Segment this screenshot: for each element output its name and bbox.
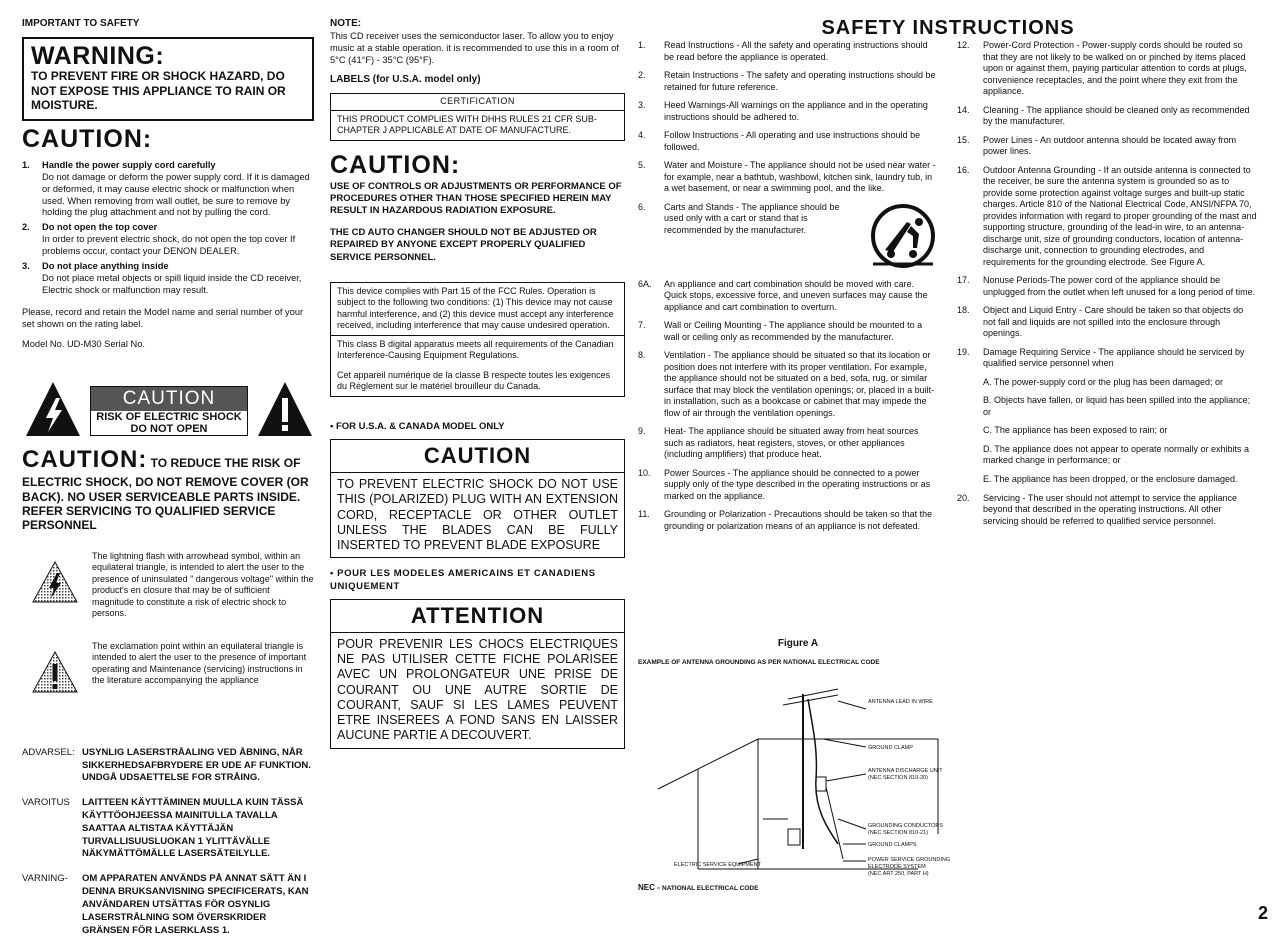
shock-panel-line1: RISK OF ELECTRIC SHOCK <box>96 411 242 424</box>
reduce-risk-caution-word: CAUTION: <box>22 446 148 474</box>
nec-abbr: NEC - <box>638 883 660 892</box>
shock-panel-title: CAUTION <box>91 387 247 411</box>
safety-subitem: C. The appliance has been exposed to rain; or <box>983 425 1168 436</box>
safety-item-body: Heed Warnings-All warnings on the appliance and in the operating instructions should be adhered to. <box>664 100 928 122</box>
fcc-box <box>330 282 625 397</box>
safety-instructions-title: SAFETY INSTRUCTIONS <box>821 17 1075 39</box>
safety-item-number: 7. <box>638 320 646 331</box>
safety-item-number: 10. <box>638 467 651 478</box>
lightning-symbol-icon <box>32 561 78 603</box>
safety-item <box>638 509 939 532</box>
foreign-warning-label: VARNING- <box>22 873 68 885</box>
safety-item-number: 6. <box>638 201 646 212</box>
safety-item-body: Power Lines - An outdoor antenna should be located away from power lines. <box>983 134 1237 157</box>
safety-item-body: Follow Instructions - All operating and use instructions should be followed. <box>664 130 921 152</box>
lightning-explanation-text: The lightning flash with arrowhead symbol, within an equilateral triangle, is intended to alert the user to the presence of uninsulated " dangerous voltage" within the product's en closure that may be of sufficient magnitude to constitute a risk of electric shock to persons. <box>92 550 314 619</box>
safety-item <box>638 40 939 63</box>
safety-item <box>638 279 939 314</box>
safety-item-body: Object and Liquid Entry - Care should be taken so that objects do not fall and liquids are not spilled into the enclosure through openings. <box>983 305 1244 339</box>
safety-item-text <box>983 165 1258 269</box>
safety-item-body: Wall or Ceiling Mounting - The appliance should be mounted to a wall or ceiling only as recommended by the manufacturer. <box>664 320 923 342</box>
fig-label-electrode-system: ELECTRODE SYSTEM <box>868 864 926 871</box>
safety-item-number: 11. <box>638 509 650 520</box>
foreign-warning-text: OM APPARATEN ANVÄNDS PÅ ANNAT SÄTT ÄN I DENNA BRUKSANVISNING SPECIFICERATS, KAN ANVÄNDAREN UTSÄTTAS FÖR OSYNLIG LASERSTRÅLNING SOM ÖVERSKRIDER GRÄNSEN FÖR LASERKLASS 1. <box>82 873 309 936</box>
model-serial: Model No. UD-M30 Serial No. <box>22 338 145 349</box>
column-important-safety <box>22 18 314 937</box>
fig-label-discharge: ANTENNA DISCHARGE UNIT <box>868 768 943 775</box>
safety-item-text <box>983 347 1258 370</box>
laser-caution-heading: CAUTION: <box>330 150 461 179</box>
fig-label-electrode-sec: (NEC ART 250, PART H) <box>868 871 929 878</box>
laser-caution-text: USE OF CONTROLS OR ADJUSTMENTS OR PERFORMANCE OF PROCEDURES OTHER THAN THOSE SPECIFIED HEREIN MAY RESULT IN HAZARDOUS RADIATION EXPOSURE. <box>330 180 622 217</box>
safety-item-text <box>664 279 939 314</box>
safety-item-number: 14. <box>957 104 970 115</box>
safety-item-body: Retain Instructions - The safety and operating instructions should be retained for future reference. <box>664 70 936 92</box>
safety-item-number: 19. <box>957 346 970 357</box>
record-note: Please, record and retain the Model name and serial number of your set shown on the rating label. <box>22 306 304 329</box>
caution-item-title: Handle the power supply cord carefully <box>42 159 216 170</box>
exclamation-triangle-icon <box>256 380 314 438</box>
foreign-warning-label: ADVARSEL: <box>22 746 75 758</box>
reduce-risk-caution-text: TO REDUCE THE RISK OF ELECTRIC SHOCK, DO NOT REMOVE COVER (OR BACK). NO USER SERVICEABLE PARTS INSIDE. REFER SERVICING TO QUALIFIED SERVICE PERSONNEL <box>22 456 309 533</box>
warning-text: TO PREVENT FIRE OR SHOCK HAZARD, DO NOT EXPOSE THIS APPLIANCE TO RAIN OR MOISTURE. <box>31 69 286 113</box>
fig-label-lead: ANTENNA LEAD IN WIRE <box>868 699 933 706</box>
fig-label-clamp: GROUND CLAMP <box>868 745 913 752</box>
safety-item-text <box>983 305 1258 340</box>
exclamation-symbol-icon <box>32 651 78 693</box>
caution-item-number: 3. <box>22 261 30 272</box>
usa-canada-note: • FOR U.S.A. & CANADA MODEL ONLY <box>330 420 505 432</box>
safety-item-body: Power-Cord Protection - Power-supply cords should be routed so that they are not likely to be walked on or pinched by items placed upon or against them, paying particular attention to cords at plugs, convenience receptacles, and the point where they exit from the appliance. <box>983 40 1247 97</box>
antenna-grounding-diagram <box>638 669 958 879</box>
attention-title: ATTENTION <box>331 600 624 633</box>
class-b-box <box>331 335 624 396</box>
safety-item <box>957 105 1258 128</box>
safety-item-body: Ventilation - The appliance should be situated so that its location or position does not interfere with its proper ventilation. For example, the appliance should not be situated on a bed, sofa, rug, or similar surface that may block the ventilation openings; or, placed in a built-in installation, such as a bookcase or cabinet that may impede the flow of air through the ventilation openings. <box>664 350 935 418</box>
safety-item-body: Servicing - The user should not attempt to service the appliance beyond that described in the operating instructions. All other servicing should be referred to qualified service personnel. <box>983 492 1237 526</box>
safety-item-text <box>664 160 939 195</box>
column-notes-labels <box>330 18 625 759</box>
caution-list <box>22 160 314 297</box>
exclamation-explanation-text: The exclamation point within an equilateral triangle is intended to alert the user to the presence of important operating and Maintenance (servicing) instructions in the literature accompanying the appliance <box>92 640 307 686</box>
safety-item-text <box>664 320 939 343</box>
safety-item-text <box>664 70 939 93</box>
plug-caution-box <box>330 439 625 558</box>
safety-item <box>638 320 939 343</box>
foreign-warning <box>22 873 314 937</box>
safety-item-body: Cleaning - The appliance should be cleaned only as recommended by the manufacturer. <box>983 104 1250 127</box>
plug-caution-title: CAUTION <box>331 440 624 473</box>
nec-definition: NATIONAL ELECTRICAL CODE <box>662 885 759 892</box>
safety-item-number: 16. <box>957 164 970 175</box>
safety-item-number: 17. <box>957 275 970 286</box>
shock-panel-line2: DO NOT OPEN <box>130 423 208 436</box>
figure-caption: EXAMPLE OF ANTENNA GROUNDING AS PER NATIONAL ELECTRICAL CODE <box>638 658 880 666</box>
certification-text: THIS PRODUCT COMPLIES WITH DHHS RULES 21 CFR SUB-CHAPTER J APPLICABLE AT DATE OF MANUFACTURE. <box>337 113 597 136</box>
safety-right-column <box>957 40 1258 539</box>
caution-item <box>22 261 314 297</box>
attention-box <box>330 599 625 749</box>
note-title: NOTE: <box>330 18 362 29</box>
figure-a <box>638 634 958 893</box>
note-text: This CD receiver uses the semiconductor laser. To allow you to enjoy music at a stable operation. it is recommended to use this in a room of 5°C (41°F) - 35°C (95°F). <box>330 30 619 65</box>
shock-panel <box>90 386 248 436</box>
lightning-explanation <box>22 551 314 631</box>
fig-label-electrode: POWER SERVICE GROUNDING <box>868 857 951 864</box>
safety-item-text <box>664 130 939 153</box>
foreign-warning-text: LAITTEEN KÄYTTÄMINEN MUULLA KUIN TÄSSÄ KÄYTTÖOHJEESSA MAINITULLA TAVALLA SAATTAA ALTISTAA KÄYTTÄJÄN TURVALLISUUSLUOKAN 1 YLITTÄVÄLLE NÄKYMÄTTÖMÄLLE LASERSÄTEILYLLE. <box>82 797 304 860</box>
safety-item-body: Power Sources - The appliance should be connected to a power supply only of the type described in the operating instructions or as marked on the appliance. <box>664 467 931 501</box>
fig-label-conductors: GROUNDING CONDUCTORS <box>868 823 944 830</box>
safety-item-text <box>983 135 1258 158</box>
fig-label-discharge-sec: (NEC SECTION 810-20) <box>868 775 928 782</box>
important-safety-heading: IMPORTANT TO SAFETY <box>22 18 140 29</box>
class-b-text-fr: Cet appareil numérique de la classe B respecte toutes les exigences du Règlement sur le matériel brouilleur du Canada. <box>337 369 611 392</box>
caution-item-number: 2. <box>22 222 30 233</box>
safety-item-number: 6A. <box>638 278 652 289</box>
safety-item-number: 2. <box>638 70 646 81</box>
safety-item-body: An appliance and cart combination should be moved with care. Quick stops, excessive force, and uneven surfaces may cause the appliance and cart combination to overturn. <box>664 278 928 312</box>
safety-item-body: Nonuse Periods-The power cord of the appliance should be unplugged from the outlet when left unused for a long period of time. <box>983 275 1256 297</box>
safety-item-number: 20. <box>957 492 970 503</box>
safety-subitem: B. Objects have fallen, or liquid has been spilled into the appliance; or <box>983 395 1251 417</box>
caution-heading: CAUTION: <box>22 124 153 153</box>
safety-subitem: A. The power-supply cord or the plug has been damaged; or <box>983 376 1223 387</box>
safety-item <box>638 426 939 461</box>
caution-item-title: Do not open the top cover <box>42 222 158 233</box>
safety-item-text <box>983 275 1258 298</box>
safety-item-number: 3. <box>638 100 646 111</box>
caution-item-text: Do not place metal objects or spill liquid inside the CD receiver, Electric shock or malfunction may result. <box>42 272 302 295</box>
safety-item <box>638 202 939 272</box>
class-b-text: This class B digital apparatus meets all requirements of the Canadian Interference-Causing Equipment Regulations. <box>337 338 614 361</box>
foreign-warnings <box>22 747 314 937</box>
safety-item-body: Water and Moisture - The appliance should not be used near water - for example, near a bathtub, washbowl, kitchen sink, laundry tub, in a wet basement, or near a swimming pool, and the like. <box>664 160 936 194</box>
certification-title: CERTIFICATION <box>331 94 624 111</box>
safety-item-text <box>664 202 939 272</box>
safety-item-number: 1. <box>638 40 646 50</box>
safety-left-column <box>638 40 939 539</box>
safety-item-body: Damage Requiring Service - The appliance should be serviced by qualified service personnel when <box>983 346 1245 369</box>
safety-item <box>957 135 1258 158</box>
safety-item-body: Carts and Stands - The appliance should be used only with a cart or stand that is recommended by the manufacturer. <box>664 201 840 235</box>
safety-item-number: 15. <box>957 134 970 145</box>
safety-subitem: D. The appliance does not appear to operate normally or exhibits a marked change in performance; or <box>983 443 1249 466</box>
caution-item-text: Do not damage or deform the power supply cord. If it is damaged or deformed, it may cause electric shock or malfunction when used. When removing from wall outlet, be sure to remove by holding the plug attachment and not by pulling the cord. <box>42 171 310 218</box>
safety-item-text <box>983 493 1258 528</box>
exclamation-explanation <box>22 641 314 721</box>
safety-item-text <box>664 468 939 503</box>
lightning-triangle-icon <box>24 380 82 438</box>
safety-item-body: Grounding or Polarization - Precautions should be taken so that the grounding or polarization means of an appliance is not defeated. <box>664 509 933 531</box>
caution-item-title: Do not place anything inside <box>42 261 169 272</box>
safety-item-body: Read Instructions - All the safety and operating instructions should be read before the appliance is operated. <box>664 40 928 62</box>
reduce-risk-caution <box>22 446 314 532</box>
warning-word: WARNING: <box>31 41 165 70</box>
safety-item <box>957 305 1258 340</box>
foreign-warning-label: VAROITUS <box>22 797 70 809</box>
fig-label-clamps: GROUND CLAMPS <box>868 842 917 849</box>
attention-text: POUR PREVENIR LES CHOCS ELECTRIQUES NE PAS UTILISER CETTE FICHE POLARISEE AVEC UN PROLONGATEUR UNE PRISE DE COURANT OU UNE AUTRE SORTIE DE COURANT, SAUF SI LES LAMES PEUVENT ETRE INSEREES A FOND SANS EN LAISSER AUCUNE PARTIE A DECOUVERT. <box>337 636 618 743</box>
certification-box <box>330 93 625 141</box>
safety-item <box>957 347 1258 370</box>
safety-item-number: 18. <box>957 305 970 316</box>
safety-instructions-columns <box>638 40 1258 539</box>
safety-item <box>638 468 939 503</box>
safety-item-number: 9. <box>638 426 646 437</box>
safety-item-number: 8. <box>638 350 646 361</box>
page-number: 2 <box>1257 902 1268 923</box>
figure-title: Figure A <box>777 638 819 649</box>
safety-item-text <box>664 426 939 461</box>
safety-item <box>957 275 1258 298</box>
safety-item <box>957 493 1258 528</box>
safety-item <box>638 350 939 419</box>
foreign-warning <box>22 747 314 785</box>
safety-item-number: 12. <box>957 40 970 50</box>
foreign-warning-text: USYNLIG LASERSTRÅALING VED ÅBNING, NÅR SIKKERHEDSAFBRYDERE ER UDE AF FUNKTION. UNDGÅ UDSAETTELSE FOR STRÅING. <box>82 746 311 784</box>
safety-item <box>638 100 939 123</box>
safety-item <box>957 40 1258 98</box>
safety-item-text <box>983 105 1258 128</box>
cart-warning-icon <box>867 204 939 268</box>
plug-caution-text: TO PREVENT ELECTRIC SHOCK DO NOT USE THIS (POLARIZED) PLUG WITH AN EXTENSION CORD, RECEPTACLE OR OTHER OUTLET UNLESS THE BLADES CAN BE FULLY INSERTED TO PREVENT BLADE EXPOSURE <box>337 477 618 553</box>
safety-item-text <box>664 40 939 63</box>
labels-title: LABELS (for U.S.A. model only) <box>330 74 481 86</box>
warning-box <box>22 37 314 121</box>
fig-label-conductors-sec: (NEC SECTION 810-21) <box>868 830 928 837</box>
safety-item-text <box>664 509 939 532</box>
safety-subitem: E. The appliance has been dropped, or the enclosure damaged. <box>983 473 1238 484</box>
column-safety-instructions <box>638 18 1258 539</box>
fcc-text: This device complies with Part 15 of the FCC Rules. Operation is subject to the following two conditions: (1) This device may not cause harmful interference, and (2) this device must accept any interference received, including interference that may cause undesired operation. <box>337 285 614 331</box>
caution-item <box>22 160 314 219</box>
shock-label <box>22 380 314 442</box>
safety-item-text <box>983 40 1258 98</box>
safety-item <box>638 160 939 195</box>
safety-item <box>638 130 939 153</box>
safety-item-text <box>664 100 939 123</box>
french-models-note: • POUR LES MODELES AMERICAINS ET CANADIENS UNIQUEMENT <box>330 568 596 592</box>
safety-item-body: Outdoor Antenna Grounding - If an outside antenna is connected to the receiver, be sure the antenna system is grounded so as to provide some protection against voltage surges and built-up static charges. Article 810 of the National Electrical Code, ANSI/NFPA 70, provides information with regard to proper grounding of the mast and supporting structure, grounding of the lead-in wire, to an antenna-discharge unit, size of grounding conductors, location of antenna-discharge unit, connection to grounding electrodes, and requirements for the grounding electrode. See Figure A. <box>983 164 1257 267</box>
caution-item-text: In order to prevent electric shock, do not open the top cover If problems occur, contact your DENON DEALER. <box>42 234 296 257</box>
caution-item <box>22 222 314 258</box>
safety-item <box>638 70 939 93</box>
autochanger-caution-text: THE CD AUTO CHANGER SHOULD NOT BE ADJUSTED OR REPAIRED BY ANYONE EXCEPT PROPERLY QUALIFIED SERVICE PERSONNEL. <box>330 227 597 263</box>
foreign-warning <box>22 797 314 861</box>
safety-item-number: 5. <box>638 160 646 171</box>
caution-item-number: 1. <box>22 159 30 170</box>
safety-item-body: Heat- The appliance should be situated away from heat sources such as radiators, heat registers, stoves, or other appliances (including amplifiers) that produce heat. <box>664 426 919 460</box>
safety-item-text <box>664 350 939 419</box>
safety-item-number: 4. <box>638 130 646 141</box>
safety-item <box>957 165 1258 269</box>
nec-footnote <box>638 883 958 893</box>
fig-label-equipment: ELECTRIC SERVICE EQUIPMENT <box>674 862 761 869</box>
